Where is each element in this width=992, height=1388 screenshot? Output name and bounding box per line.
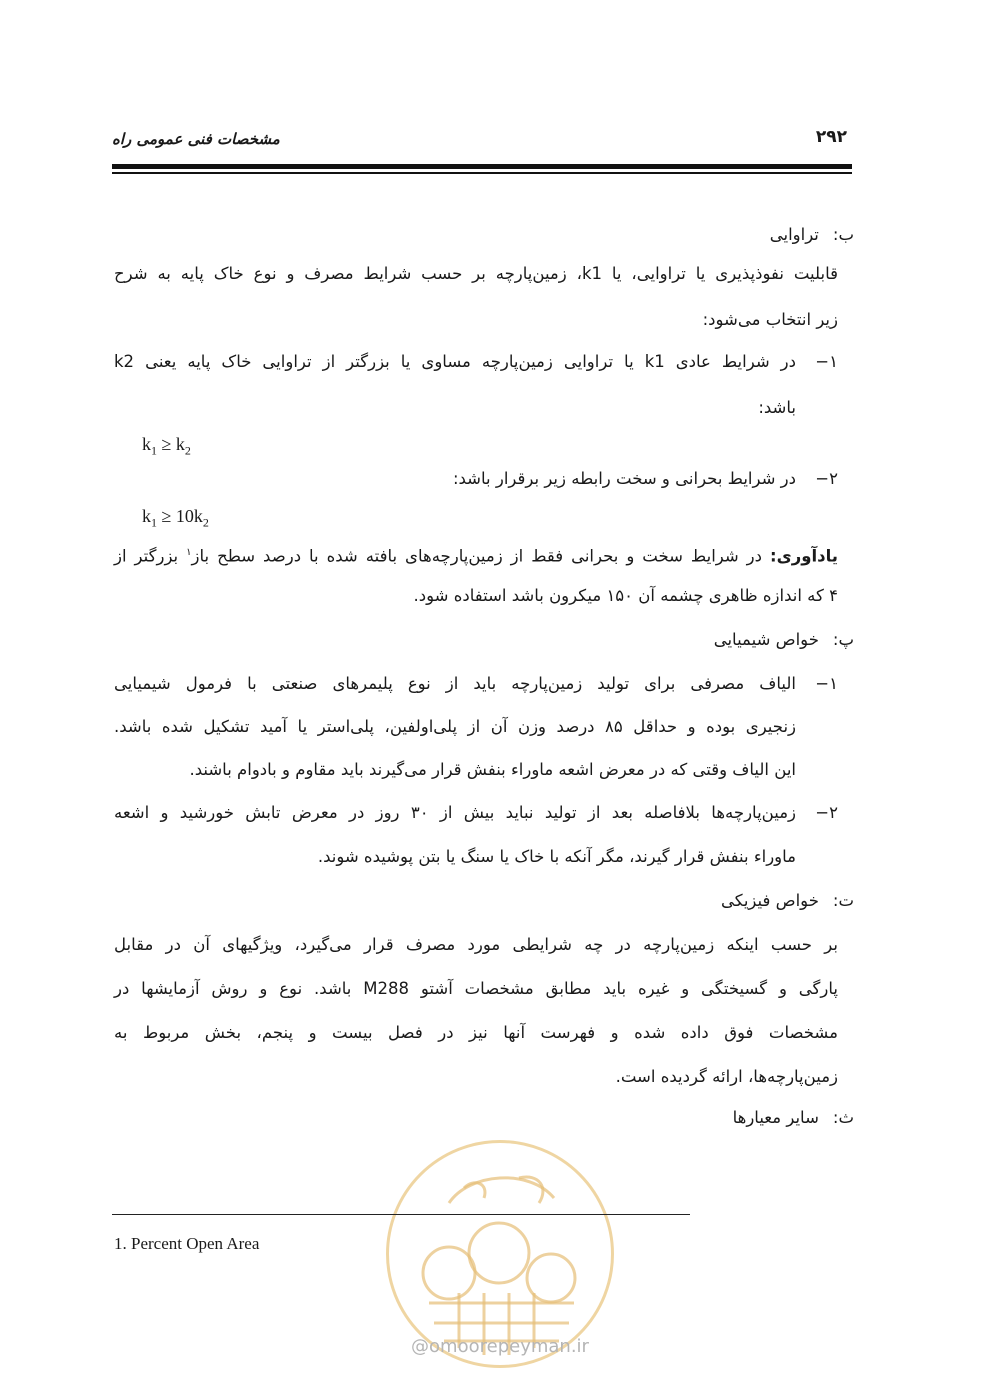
section-p-letter: پ: bbox=[832, 630, 854, 649]
item-text: در شرایط بحرانی و سخت رابطه زیر برقرار باشد: bbox=[452, 469, 796, 488]
footnote-ref: ۱ bbox=[186, 547, 192, 558]
footnote: 1. Percent Open Area bbox=[114, 1234, 260, 1253]
item-text: الیاف مصرفی برای تولید زمین‌پارچه باید از نوع پلیمرهای صنعتی با فرمول شیمیایی bbox=[114, 674, 796, 693]
watermark-site: @omoorepeyman.ir bbox=[411, 1336, 589, 1357]
item-text: زمین‌پارچه‌ها بلافاصله بعد از تولید نباید بیش از ۳۰ روز در معرض تابش خورشید و اشعه bbox=[114, 803, 797, 822]
watermark-emblem-icon bbox=[389, 1143, 611, 1365]
running-title: مشخصات فنی عمومی راه bbox=[112, 130, 280, 148]
formula-k1-ge-k2: $k_1 \ge k_2$ bbox=[142, 434, 191, 458]
header-rule-thin bbox=[112, 172, 852, 174]
section-p-item-1-line3: این الیاف وقتی که در معرض اشعه ماوراء بنفش قرار می‌گیرند باید مقاوم و بادوام باشند. bbox=[189, 760, 796, 779]
note-label: یادآوری: bbox=[769, 546, 838, 566]
note-line1: یادآوری: در شرایط سخت و بحرانی فقط از زمین‌پارچه‌های بافته شده با درصد سطح باز$^۱$ بزرگتر از bbox=[114, 546, 838, 566]
section-b-letter: ب: bbox=[832, 225, 854, 244]
footnote-rule bbox=[112, 1214, 690, 1215]
section-t-line2: پارگی و گسیختگی و غیره باید مطابق مشخصات آشتو M288 باشد. نوع و روش آزمایشها در bbox=[114, 979, 838, 998]
section-b-intro-line1: قابلیت نفوذپذیری یا تراوایی، یا k1، زمین‌پارچه بر حسب شرایط مصرف و نوع خاک پایه به شرح bbox=[114, 264, 838, 283]
section-p-title: خواص شیمیایی bbox=[713, 630, 819, 649]
item-number: ۲− bbox=[815, 469, 838, 488]
section-p-item-1-line2: زنجیری بوده و حداقل ۸۵ درصد وزن آن از پلی‌اولفین، پلی‌استر یا آمید تشکیل شده باشد. bbox=[114, 717, 796, 736]
section-th-letter: ث: bbox=[832, 1108, 854, 1127]
section-t-heading bbox=[721, 888, 854, 914]
header-rule-thick bbox=[112, 164, 852, 169]
section-b-heading bbox=[770, 222, 854, 248]
section-t-letter: ت: bbox=[832, 891, 854, 910]
section-b-item-1-cont: باشد: bbox=[758, 398, 796, 417]
section-t-line1: بر حسب اینکه زمین‌پارچه در چه شرایطی مورد مصرف قرار می‌گیرد، ویژگیهای آن در مقابل bbox=[114, 935, 838, 954]
formula-k1-ge-10k2: $k_1 \ge 10k_2$ bbox=[142, 506, 209, 530]
item-number: ۱− bbox=[815, 674, 838, 693]
section-b-intro-line2: زیر انتخاب می‌شود: bbox=[702, 310, 838, 329]
section-b-title: تراوایی bbox=[769, 225, 819, 244]
section-th-title: سایر معیارها bbox=[732, 1108, 819, 1127]
section-t-title: خواص فیزیکی bbox=[720, 891, 819, 910]
page-number: ۲۹۲ bbox=[815, 127, 847, 147]
section-b-item-2 bbox=[453, 466, 838, 492]
section-th-heading bbox=[733, 1105, 854, 1131]
item-text: در شرایط عادی k1 یا تراوایی زمین‌پارچه مساوی یا بزرگتر از تراوایی خاک پایه یعنی k2 bbox=[114, 352, 796, 371]
note-line2: ۴ که اندازه ظاهری چشمه آن ۱۵۰ میکرون باشد استفاده شود. bbox=[413, 586, 838, 605]
section-t-line3: مشخصات فوق داده شده و فهرست آنها نیز در فصل بیست و پنجم، بخش مربوط به bbox=[114, 1023, 838, 1042]
item-number: ۱− bbox=[815, 352, 838, 371]
watermark-logo bbox=[386, 1140, 614, 1368]
section-p-item-2 bbox=[114, 800, 838, 826]
section-p-item-1 bbox=[114, 671, 838, 697]
section-p-item-2-line2: ماوراء بنفش قرار گیرند، مگر آنکه با خاک یا سنگ یا بتن پوشیده شوند. bbox=[317, 847, 796, 866]
item-number: ۲− bbox=[815, 803, 838, 822]
section-t-line4: زمین‌پارچه‌ها، ارائه گردیده است. bbox=[615, 1067, 838, 1086]
section-p-heading bbox=[714, 627, 854, 653]
section-b-item-1 bbox=[114, 349, 838, 375]
